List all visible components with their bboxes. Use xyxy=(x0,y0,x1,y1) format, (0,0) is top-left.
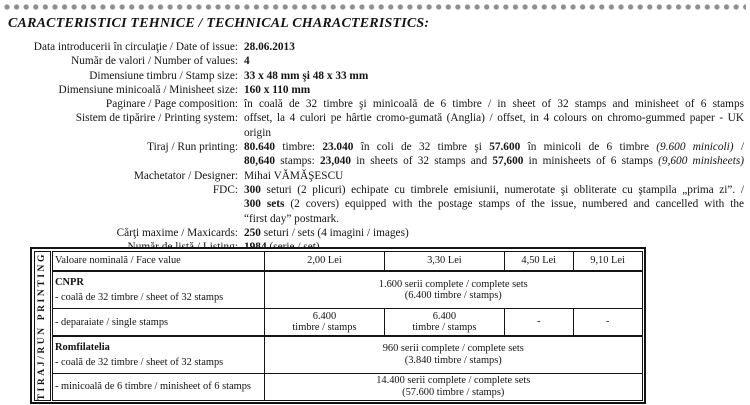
page-title: CARACTERISTICI TEHNICE / TECHNICAL CHARACTERISTICS: xyxy=(8,16,430,31)
romfilatelia-sheet-row xyxy=(53,336,643,374)
field-value-line: 33 x 48 mm şi 48 x 33 mm xyxy=(244,69,369,82)
minisheet-value-cell xyxy=(265,373,643,400)
value-line-1: - xyxy=(605,316,610,328)
row-item-label: - coală de 32 timbre / sheet of 32 stamps xyxy=(55,356,224,368)
field-value xyxy=(244,54,746,68)
value-line-2: timbre / stamps xyxy=(292,322,357,334)
field-value-line: 250 seturi / sets (4 imagini / images) xyxy=(244,226,409,239)
single-stamps-cell-4 xyxy=(573,309,642,336)
field-row xyxy=(0,169,746,183)
field-value-line: offset, la 4 culori pe hârtie cromo-gumată (Anglia) / offset, in 4 colours on chromo-gummed paper - UK origin xyxy=(244,112,744,139)
field-label: Machetator / Designer: xyxy=(133,169,238,182)
romfilatelia-sheet-value-cell xyxy=(265,336,643,374)
cnpr-sheet-label-cell xyxy=(53,271,265,309)
romfilatelia-sheet-label-cell xyxy=(53,336,265,374)
field-value-line: 80,640 stamps: 23,040 in sheets of 32 stamps and 57,600 in minisheets of 6 stamps (9,600 minisheets) xyxy=(244,155,744,168)
field-value-line: 300 seturi (2 plicuri) echipate cu timbrele emisiunii, numerotate şi obliterate cu ştampila „prima zi”. / xyxy=(244,183,744,196)
single-stamps-cell-3 xyxy=(504,309,573,336)
field-label: Paginare / Page composition: xyxy=(105,98,238,111)
row-item-label: - coală de 32 timbre / sheet of 32 stamps xyxy=(55,292,224,304)
perforation-dots xyxy=(4,3,746,11)
field-value-line: “first day” postmark. xyxy=(244,212,340,225)
field-row xyxy=(0,54,746,68)
value-line-1: - xyxy=(537,316,541,328)
face-value-header: Valoare nominală / Face value xyxy=(53,251,265,271)
field-value-line: Mihai VĂMĂŞESCU xyxy=(244,169,344,182)
field-value-line: 28.06.2013 xyxy=(244,41,295,53)
row-item-label: - minicoală de 6 timbre / minisheet of 6 stamps xyxy=(55,381,251,393)
group-name-cnpr: CNPR xyxy=(55,277,84,289)
column-header-1: 2,00 Lei xyxy=(265,251,385,271)
single-stamps-cell-2 xyxy=(384,309,504,336)
field-label: Data introducerii în circulaţie / Date of issue: xyxy=(33,41,238,53)
value-line-2: timbre / stamps xyxy=(412,322,477,334)
field-row xyxy=(0,40,746,54)
field-row xyxy=(0,140,746,169)
value-line-2: (57.600 timbre / stamps) xyxy=(402,386,505,398)
field-label: Dimensiune minicoală / Minisheet size: xyxy=(58,83,238,96)
value-line-1: 960 serii complete / complete sets xyxy=(382,343,524,355)
field-label: Număr de valori / Number of values: xyxy=(71,55,238,68)
field-value-line: 300 sets (2 covers) equipped with the postage stamps of the issue, numbered and cancelled with the xyxy=(244,198,744,211)
minisheet-label-cell xyxy=(53,373,265,400)
field-label: Cărţi maxime / Maxicards: xyxy=(116,226,238,239)
single-stamps-cell-1 xyxy=(265,309,385,336)
field-value xyxy=(244,140,746,169)
cnpr-single-stamps-row xyxy=(53,309,643,336)
field-value xyxy=(244,83,746,97)
table-side-label-cell xyxy=(34,251,51,401)
field-value-line: în coală de 32 timbre şi minicoală de 6 timbre / in sheet of 32 stamps and minisheet of 6 stamps xyxy=(244,98,744,111)
field-value xyxy=(244,111,746,140)
table-grid xyxy=(52,251,643,401)
romfilatelia-minisheet-row xyxy=(53,373,643,400)
run-printing-table xyxy=(30,247,646,404)
value-line-1: 1.600 serii complete / complete sets xyxy=(378,278,528,290)
group-name-romfilatelia: Romfilatelia xyxy=(55,341,110,353)
field-row xyxy=(0,69,746,83)
value-line-1: 6.400 xyxy=(432,310,457,322)
value-line-1: 6.400 xyxy=(312,310,337,322)
row-item-label: - deparaiate / single stamps xyxy=(55,316,169,328)
field-value-line: 4 xyxy=(244,55,250,68)
cnpr-sheet-value-cell xyxy=(265,271,643,309)
cnpr-sheet-row xyxy=(53,271,643,309)
field-row xyxy=(0,111,746,140)
column-header-3: 4,50 Lei xyxy=(504,251,573,271)
field-label: Tiraj / Run printing: xyxy=(147,141,238,154)
field-row xyxy=(0,83,746,97)
field-row xyxy=(0,226,746,240)
field-label: Sistem de tipărire / Printing system: xyxy=(75,112,238,125)
table-header-row xyxy=(53,251,643,271)
field-value xyxy=(244,69,746,83)
value-line-1: 14.400 serii complete / complete sets xyxy=(376,375,531,387)
column-header-2: 3,30 Lei xyxy=(384,251,504,271)
field-value-line: 160 x 110 mm xyxy=(244,83,311,96)
field-row xyxy=(0,183,746,226)
table-side-label: TIRAJ/RUN PRINTING xyxy=(37,251,47,400)
field-value xyxy=(244,97,746,111)
field-value-line: 80.640 timbre: 23.040 în coli de 32 timbre şi 57.600 în minicoli de 6 timbre (9.600 minicoli) / xyxy=(244,141,744,154)
characteristics-list xyxy=(0,40,746,254)
value-line-2: (3.840 timbre / stamps) xyxy=(404,354,502,366)
field-value xyxy=(244,226,746,240)
field-row xyxy=(0,97,746,111)
value-line-2: (6.400 timbre / stamps) xyxy=(404,290,502,302)
field-value xyxy=(244,40,746,54)
field-value xyxy=(244,169,746,183)
single-stamps-label-cell xyxy=(53,309,265,336)
field-label: Dimensiune timbru / Stamp size: xyxy=(89,69,238,82)
column-header-4: 9,10 Lei xyxy=(573,251,642,271)
field-value xyxy=(244,183,746,226)
field-label: FDC: xyxy=(212,183,238,196)
